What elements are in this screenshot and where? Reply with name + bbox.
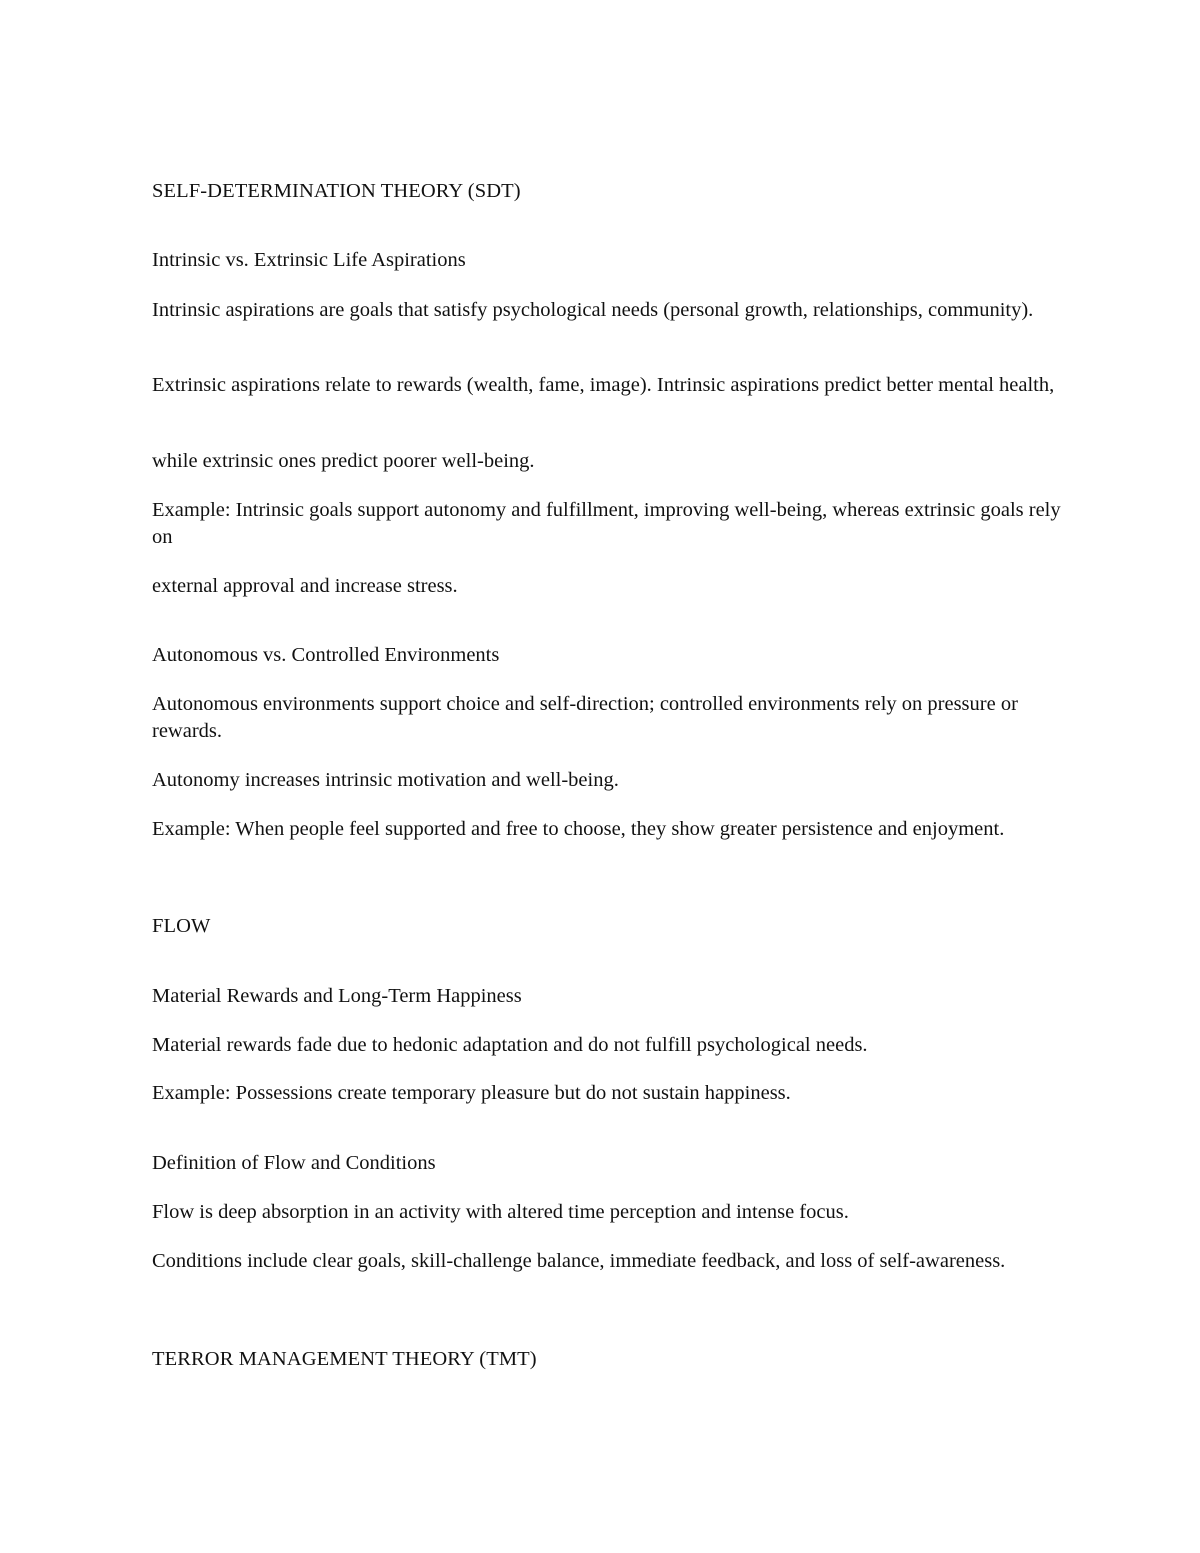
paragraph-intrinsic-aspirations: Intrinsic aspirations are goals that satisfy psychological needs (personal growth, relationships, community).	[152, 299, 1034, 321]
paragraph-flow-conditions: Conditions include clear goals, skill-challenge balance, immediate feedback, and loss of self-awareness.	[152, 1250, 1006, 1272]
paragraph-autonomous-environments: Autonomous environments support choice and self-direction; controlled environments rely on pressure or rewards.	[152, 693, 1024, 742]
section-title-tmt: TERROR MANAGEMENT THEORY (TMT)	[152, 1348, 537, 1370]
paragraph-environments-example: Example: When people feel supported and free to choose, they show greater persistence and enjoyment.	[152, 818, 1005, 840]
paragraph-autonomy-motivation: Autonomy increases intrinsic motivation and well-being.	[152, 769, 619, 791]
paragraph-material-rewards: Material rewards fade due to hedonic adaptation and do not fulfill psychological needs.	[152, 1034, 868, 1056]
section-title-flow: FLOW	[152, 915, 211, 937]
paragraph-flow-definition: Flow is deep absorption in an activity with altered time perception and intense focus.	[152, 1201, 849, 1223]
section-title-sdt: SELF-DETERMINATION THEORY (SDT)	[152, 180, 521, 202]
paragraph-extrinsic-wellbeing: while extrinsic ones predict poorer well-being.	[152, 450, 535, 472]
subheading-environments: Autonomous vs. Controlled Environments	[152, 644, 500, 666]
subheading-aspirations: Intrinsic vs. Extrinsic Life Aspirations	[152, 249, 466, 271]
paragraph-aspirations-example: Example: Intrinsic goals support autonomy and fulfillment, improving well-being, whereas extrinsic goals rely on	[152, 499, 1066, 548]
paragraph-external-approval: external approval and increase stress.	[152, 575, 458, 597]
subheading-flow-definition: Definition of Flow and Conditions	[152, 1152, 436, 1174]
subheading-material-rewards: Material Rewards and Long-Term Happiness	[152, 985, 522, 1007]
paragraph-rewards-example: Example: Possessions create temporary pleasure but do not sustain happiness.	[152, 1082, 791, 1104]
paragraph-extrinsic-aspirations: Extrinsic aspirations relate to rewards (wealth, fame, image). Intrinsic aspirations predict better mental health,	[152, 374, 1055, 396]
